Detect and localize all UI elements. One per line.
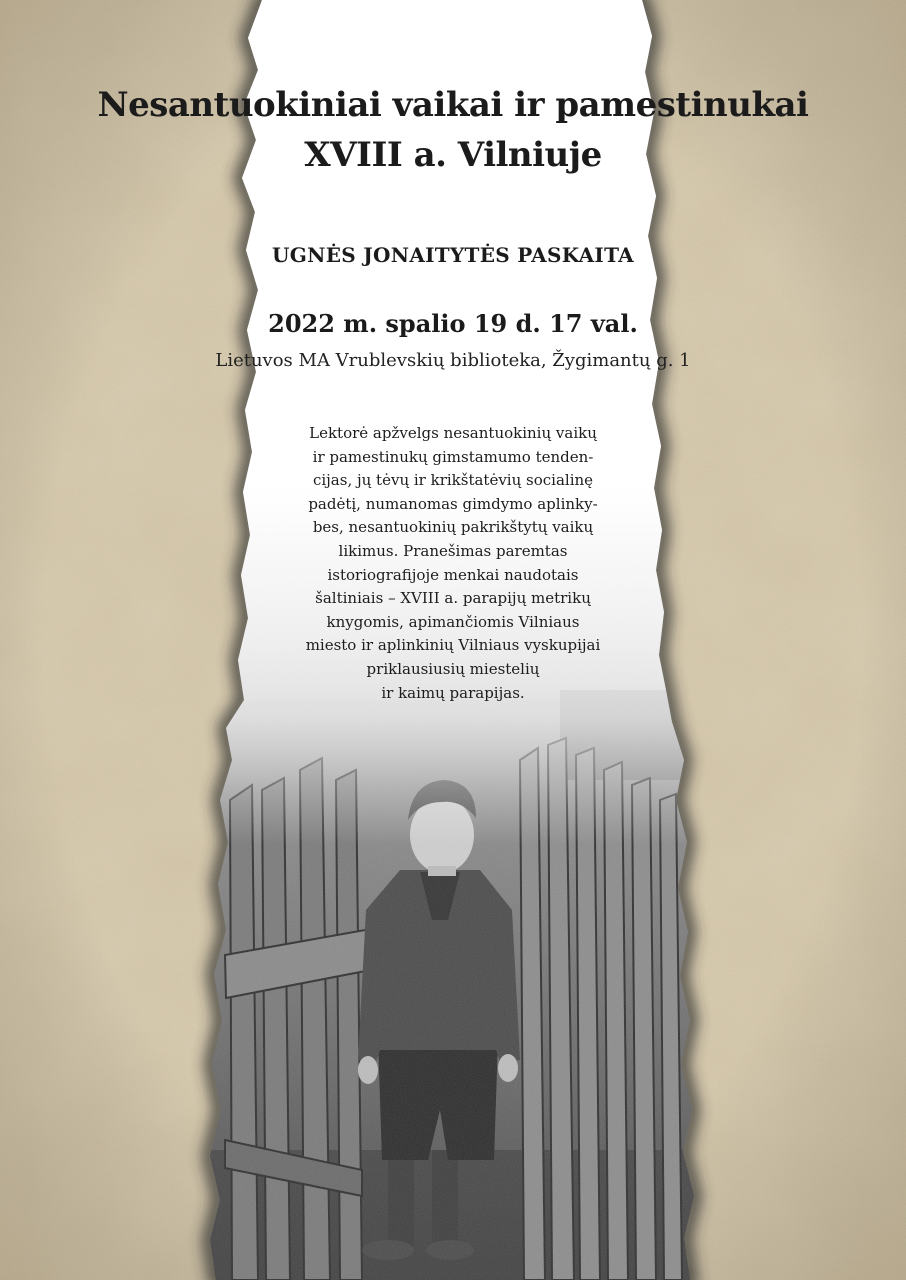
description-line: priklausiusių miestelių	[366, 659, 540, 678]
description-line: ir kaimų parapijas.	[381, 683, 525, 702]
description-line: Lektorė apžvelgs nesantuokinių vaikų	[309, 424, 597, 442]
description-line: padėtį, numanomas gimdymo aplinky-	[308, 494, 598, 513]
description-line: knygomis, apimančiomis Vilniaus	[326, 612, 580, 631]
speaker-label: UGNĖS JONAITYTĖS PASKAITA	[272, 243, 634, 267]
description-line: miesto ir aplinkinių Vilniaus vyskupijai	[305, 636, 601, 655]
title-line-2: XVIII a. Vilniuje	[304, 135, 602, 175]
description-line: bes, nesantuokinių pakrikštytų vaikų	[312, 518, 594, 537]
description-line: šaltiniais – XVIII a. parapijų metrikų	[315, 589, 591, 608]
description-line: cijas, jų tėvų ir krikštatėvių socialinę	[312, 471, 594, 490]
event-datetime: 2022 m. spalio 19 d. 17 val.	[268, 309, 638, 338]
lecture-description	[250, 422, 656, 705]
description-line: istoriografijoje menkai naudotais	[327, 565, 579, 584]
poster-title	[0, 80, 906, 180]
event-venue: Lietuvos MA Vrublevskių biblioteka, Žygimantų g. 1	[215, 350, 691, 371]
title-line-1: Nesantuokiniai vaikai ir pamestinukai	[97, 85, 809, 125]
description-line: likimus. Pranešimas paremtas	[338, 541, 568, 560]
description-line: ir pamestinukų gimstamumo tenden-	[312, 447, 594, 466]
